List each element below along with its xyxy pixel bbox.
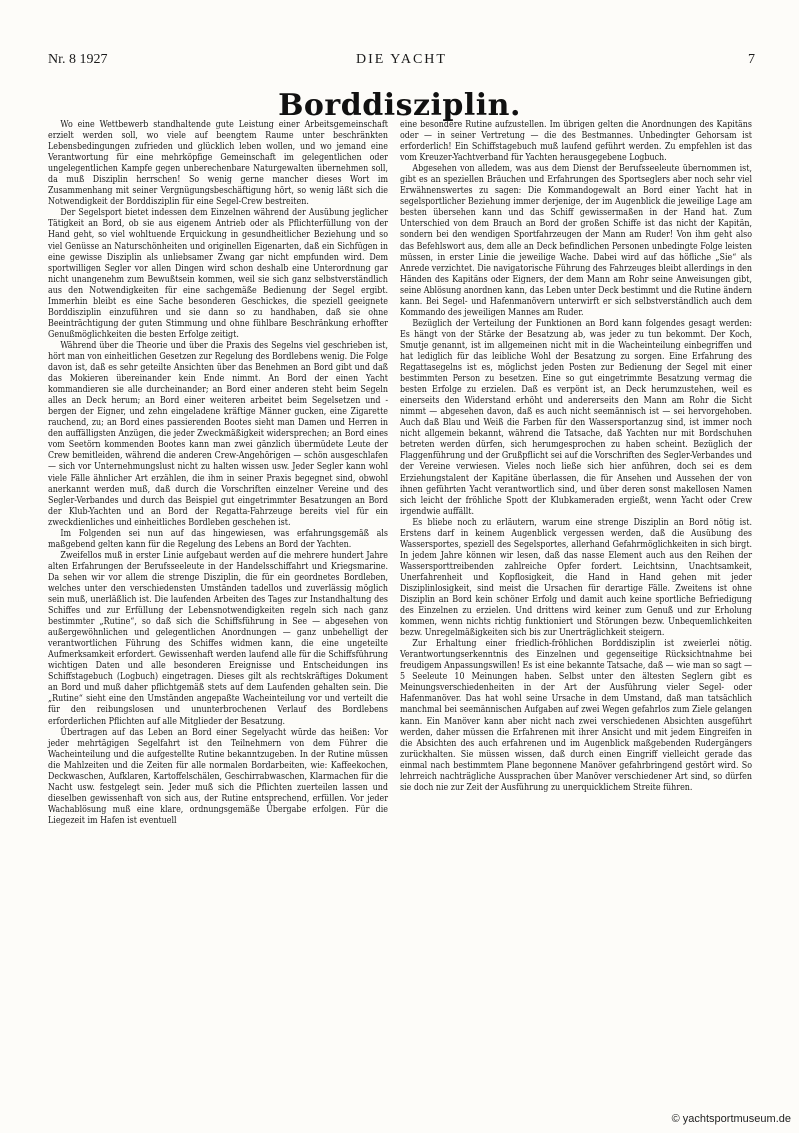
left-column	[48, 120, 388, 827]
issue-number: Nr. 8 1927	[48, 52, 108, 67]
paragraph: Während über die Theorie und über die Praxis des Segelns viel geschrieben ist, hört man von einheitlichen Gesetzen zur Regelung des Bordlebens wenig. Die Folge davon ist, daß es sehr geteilte Ansichten über das Benehmen an Bord gibt und daß das Mokieren übereinander kein Ende nimmt. An Bord der einen Yacht kommandieren sie alle durcheinander; an Bord einer anderen steht beim Segeln alles an Deck herum; an Bord einer weiteren arbeitet beim Segelsetzen und -bergen der Eigner, und zehn eingeladene kräftige Männer gucken, eine Zigarette rauchend, zu; an Bord eines passierenden Bootes sieht man Damen und Herren in den auffälligsten Anzügen, die jeder Zweckmäßigkeit widersprechen; an Bord eines vom Seetörn kommenden Bootes kann man zwei gänzlich übermüdete Leute der Crew bemitleiden, während die anderen Crew-Angehörigen — schön ausgeschlafen — sich vor Unternehmungslust nicht zu halten wissen usw. Jeder Segler kann wohl viele Fälle ähnlicher Art erzählen, die ihm in seiner Praxis begegnet sind, obwohl anerkannt werden muß, daß durch die Vorschriften einzelner Vereine und des Segler-Verbandes und durch das Beispiel gut eingetrimmter Besatzungen an Bord der Klub-Yachten und an Bord der Regatta-Fahrzeuge bereits viel für ein zweckdienliches und einheitliches Bordleben geschehen ist.	[48, 340, 388, 528]
paragraph: Zweifellos muß in erster Linie aufgebaut werden auf die mehrere hundert Jahre alten Erfahrungen der Berufsseeleute in der Handelsschiffahrt und Kriegsmarine. Da sehen wir vor allem die strenge Disziplin, die für ein geordnetes Bordleben, welches unter den verschiedensten Umständen tadellos und zuverlässig möglich sein muß, unerläßlich ist. Die laufenden Arbeiten des Tages zur Instandhaltung des Schiffes und zur Erfüllung der Lebensnotwendigkeiten regeln sich nach ganz bestimmter „Rutine“, so daß sich die Schiffsführung in See — abgesehen von außergewöhnlichen und gelegentlichen Anordnungen — ganz unbehelligt der verantwortlichen Führung des Schiffes widmen kann, die eine ungeteilte Aufmerksamkeit erfordert. Gewissenhaft werden laufend alle für die Schiffsführung wichtigen Daten und alle besonderen Ereignisse und Entscheidungen ins Schiffstagebuch (Logbuch) eingetragen. Dieses gilt als rechtskräftiges Dokument an Bord und muß daher pflichtgemäß stets auf dem Laufenden gehalten sein. Die „Rutine“ sieht eine den Umständen angepaßte Wacheinteilung vor und verteilt die für den reibungslosen und ununterbrochenen Verlauf des Bordlebens erforderlichen Pflichten auf alle Mitglieder der Besatzung.	[48, 550, 388, 727]
paragraph: Bezüglich der Verteilung der Funktionen an Bord kann folgendes gesagt werden: Es hängt von der Stärke der Besatzung ab, was jeder zu tun bekommt. Der Koch, Smutje genannt, ist im allgemeinen nicht mit in die Wacheinteilung einbegriffen und hat lediglich für das leibliche Wohl der Besatzung zu sorgen. Eine Erfahrung des Regattasegelns ist es, möglichst jeden Posten zur Bedienung der Segel mit einer bestimmten Person zu besetzen. Eine so gut eingetrimmte Besatzung vermag die besten Erfolge zu erzielen. Daß es verpönt ist, an Deck herumzustehen, weil es einerseits den Widerstand erhöht und andererseits den Mann am Rohr die Sicht nimmt — abgesehen davon, daß es auch nicht seemännisch ist — sei hervorgehoben. Auch daß Blau und Weiß die Farben für den Wassersportanzug sind, ist immer noch nicht allgemein bekannt, während die Tatsache, daß Yachten nur mit Bordschuhen betreten werden dürfen, sich herumgesprochen zu haben scheint. Bezüglich der Flaggenführung und der Grußpflicht sei auf die Vorschriften des Segler-Verbandes und der Vereine verwiesen. Vieles noch ließe sich hier anführen, doch sei es dem Erziehungstalent der Kapitäne überlassen, die für Ansehen und Aussehen der von ihnen geführten Yacht verantwortlich sind, und über deren sonst makellosen Namen sich leicht der fröhliche Spott der Klubkameraden ergießt, wenn Yacht oder Crew irgendwie auffällt.	[400, 318, 752, 517]
right-column	[400, 120, 752, 794]
paragraph: Wo eine Wettbewerb standhaltende gute Leistung einer Arbeitsgemeinschaft erzielt werden soll, wo viele auf beengtem Raume unter beschränkten Lebensbedingungen zufrieden und glücklich leben wollen, und wo jemand eine Verantwortung für eine mehrköpfige Gemeinschaft im gelegentlichen oder ungelegentlichen Kampfe gegen unberechenbare Naturgewalten übernehmen soll, da muß Disziplin herrschen! So wenig gerne mancher dieses Wort im Zusammenhang mit seiner Vergnügungsbeschäftigung hört, so wenig läßt sich die Notwendigkeit der Borddisziplin für eine Segel-Crew bestreiten.	[48, 120, 388, 208]
journal-title: DIE YACHT	[356, 52, 447, 67]
paragraph: Übertragen auf das Leben an Bord einer Segelyacht würde das heißen: Vor jeder mehrtägigen Segelfahrt ist den Teilnehmern von dem Führer die Wacheinteilung und die aufgestellte Rutine bekanntzugeben. In der Rutine müssen die Mahlzeiten und die Zeiten für alle normalen Bordarbeiten, wie: Kaffeekochen, Deckwaschen, Aufklaren, Kartoffelschälen, Geschirrabwaschen, Klarmachen für die Nacht usw. festgelegt sein. Jeder muß sich die Pflichten zuerteilen lassen und dieselben gewissenhaft von sich aus, der Rutine entsprechend, erfüllen. Vor jeder Wachablösung muß eine klare, ordnungsgemäße Übergabe erfolgen. Für die Liegezeit im Hafen ist eventuell	[48, 727, 388, 826]
page-number: 7	[748, 52, 755, 67]
paragraph: Abgesehen von alledem, was aus dem Dienst der Berufsseeleute übernommen ist, gibt es an speziellen Bräuchen und Erfahrungen des Sportseglers aber noch sehr viel Erwähnenswertes zu sagen: Die Kommandogewalt an Bord einer Yacht hat in segelsportlicher Beziehung immer derjenige, der im Augenblick die jeweilige Lage am besten übersehen kann und das Schiff gewissermaßen in der Hand hat. Zum Unterschied von dem Brauch an Bord der großen Schiffe ist das nicht der Kapitän, sondern bei den wendigen Sportfahrzeugen der Mann am Ruder! Von ihm geht also das Befehlswort aus, dem alle an Deck befindlichen Personen unbedingte Folge leisten müssen, in erster Linie die jeweilige Wache. Dabei wird auf das höfliche „Sie“ als Anrede verzichtet. Die navigatorische Führung des Fahrzeuges bleibt allerdings in den Händen des Kapitäns oder Eigners, der dem Mann am Rohr seine Anweisungen gibt, seine Ablösung anordnen kann, das Leben unter Deck bestimmt und die Rutine ändern kann. Bei Segel- und Hafenmanövern unterwirft er sich selbstverständlich auch dem Kommando des jeweiligen Mannes am Ruder.	[400, 164, 752, 318]
paragraph: Im Folgenden sei nun auf das hingewiesen, was erfahrungsgemäß als maßgebend gelten kann für die Regelung des Lebens an Bord der Yachten.	[48, 528, 388, 550]
paragraph: Der Segelsport bietet indessen dem Einzelnen während der Ausübung jeglicher Tätigkeit an Bord, ob sie aus eigenem Antrieb oder als Pflichterfüllung von der Hand geht, so viel wohltuende Erquickung in gesundheitlicher Beziehung und so viel Genüsse an Naturschönheiten und originellen Eigenarten, daß ein Sichfügen in eine gewisse Disziplin als unliebsamer Zwang gar nicht empfunden wird. Dem sportwilligen Segler vor allen Dingen wird schon deshalb eine Unterordnung gar nicht unangenehm zum Bewußtsein kommen, weil sie sich ganz selbstverständlich aus den Notwendigkeiten für eine sachgemäße Bedienung der Segel ergibt. Immerhin bleibt es eine Sache besonderen Geschickes, die speziell geeignete Borddisziplin einzuführen und sie dann so zu handhaben, daß sie ohne Beeinträchtigung der guten Stimmung und ohne fühlbare Beschränkung erhoffter Genußmöglichkeiten die besten Erfolge zeitigt.	[48, 208, 388, 340]
running-head	[48, 52, 755, 68]
article-title: Borddisziplin.	[278, 88, 521, 123]
watermark: © yachtsportmuseum.de	[671, 1113, 791, 1125]
paragraph: eine besondere Rutine aufzustellen. Im übrigen gelten die Anordnungen des Kapitäns oder — in seiner Vertretung — die des Bestmannes. Unbedingter Gehorsam ist erforderlich! Ein Schiffstagebuch muß laufend geführt werden. Zu empfehlen ist das vom Kreuzer-Yachtverband für Yachten herausgegebene Logbuch.	[400, 120, 752, 164]
paragraph: Es bliebe noch zu erläutern, warum eine strenge Disziplin an Bord nötig ist. Erstens darf in keinem Augenblick vergessen werden, daß die Ausübung des Wassersportes, speziell des Segelsportes, allerhand Gefahrmöglichkeiten in sich birgt. In jedem Jahre können wir lesen, daß das nasse Element auch aus den Reihen der Wassersporttreibenden zahlreiche Opfer fordert. Leichtsinn, Unachtsamkeit, Unerfahrenheit und Kopflosigkeit, die Hand in Hand gehen mit jeder Disziplinlosigkeit, sind meist die Ursachen für derartige Fälle. Zweitens ist ohne Disziplin an Bord kein schöner Erfolg und damit auch keine sportliche Befriedigung des Einzelnen zu erzielen. Und drittens wird keiner zum Genuß und zur Erholung kommen, wenn nichts richtig funktioniert und Störungen bezw. Unbequemlichkeiten bezw. Unregelmäßigkeiten sich bis zur Unerträglichkeit steigern.	[400, 517, 752, 639]
paragraph: Zur Erhaltung einer friedlich-fröhlichen Borddisziplin ist zweierlei nötig. Verantwortungserkenntnis des Einzelnen und gegenseitige Rücksichtnahme bei freudigem Anpassungswillen! Es ist eine bekannte Tatsache, daß — wie man so sagt — 5 Seeleute 10 Meinungen haben. Selbst unter den ältesten Seglern gibt es Meinungsverschiedenheiten in der Art der Ausführung vieler Segel- oder Hafenmanöver. Das hat wohl seine Ursache in dem Umstand, daß man tatsächlich manchmal bei seemännischen Aufgaben auf zwei Wegen gefahrlos zum Ziele gelangen kann. Ein Manöver kann aber nicht nach zwei verschiedenen Absichten ausgeführt werden, daher müssen die Erfahrenen mit ihrer Ansicht und mit jedem Eingreifen in die Absichten des auch erfahrenen und im Augenblick maßgebenden Rudergängers zurückhalten. Sie müssen wissen, daß durch einen Eingriff vielleicht gerade das einmal nach bestimmtem Plane begonnene Manöver gefahrbringend gestört wird. So lehrreich nachträgliche Aussprachen über Manöver verschiedener Art sind, so dürfen sie doch nie zur Zeit der Ausführung zu unerquicklichem Streite führen.	[400, 639, 752, 793]
